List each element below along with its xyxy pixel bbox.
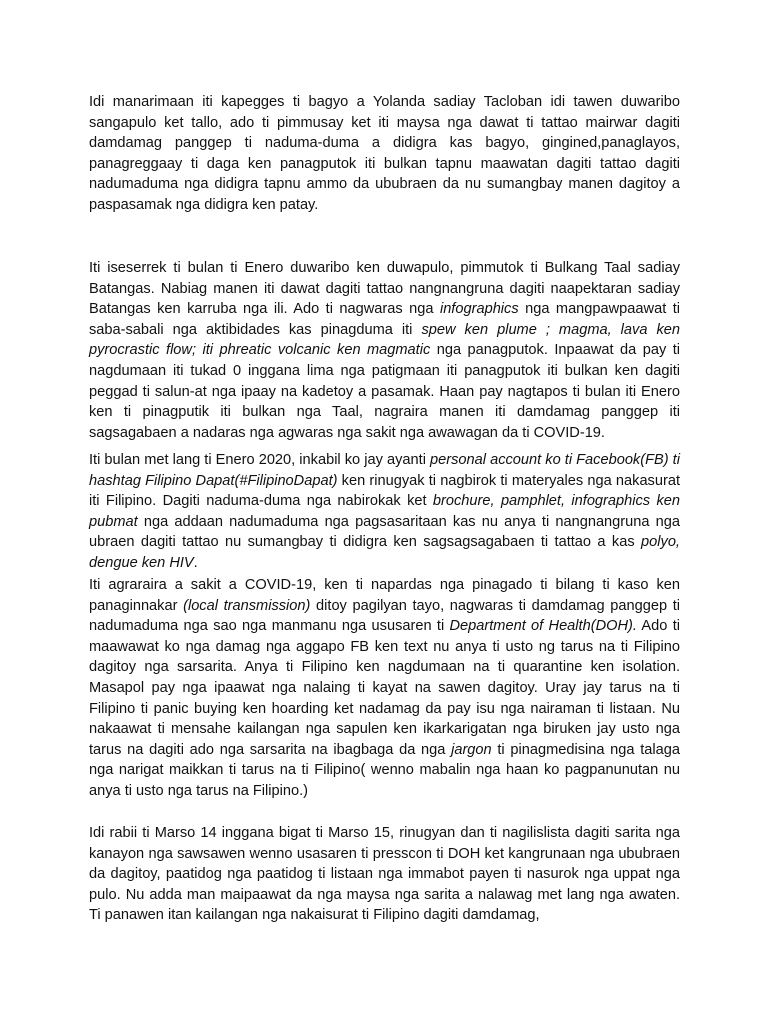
italic-run: polyo, dengue ken HIV xyxy=(89,534,680,571)
text-run: ti pinagmedisina nga talaga nga narigat maikkan ti tarus na ti Filipino( wenno mabalin nga haan ko pagpanunutan nu anya ti usto nga tarus na Filipino.) xyxy=(89,741,680,799)
text-run: Iti agraraira a sakit a COVID-19, ken ti napardas nga pinagado ti bilang ti kaso ken panaginnakar xyxy=(89,577,680,614)
italic-run: Department of Health(DOH). xyxy=(449,618,637,635)
text-run: Ado ti maawawat ko nga damag nga aggapo FB ken text nu anya ti usto ng tarus na ti Filipino dagitoy nga sarsarita. Anya ti Filipino ken nagdumaan na ti quarantine ken isolation. Masapol pay nga ipaawat nga nalaing ti kayat na sawen dagitoy. Uray jay tarus na ti Filipino ti panic buying ken hoarding ket nadamag da pay isu nga nairaman ti listaan. Nu nakaawat ti mensahe kailangan nga sapulen ken ikarkarigatan nga biruken jay usto nga tarus na dagiti ado nga sarsarita na ibagbaga da nga xyxy=(89,618,680,758)
paragraph-filipino-dapat xyxy=(89,450,680,574)
text-run: Idi rabii ti Marso 14 inggana bigat ti Marso 15, rinugyan dan ti nagilislista dagiti sarita nga kanayon nga sawsawen wenno usasaren ti presscon ti DOH ket kangrunaan nga ububraen da dagitoy, paatidog nga paatidog ti listaan nga immabot payen ti nasurok nga uppat nga pulo. Nu adda man maipaawat da nga maysa nga sarita a nalawag met lang nga awaten. Ti panawen itan kailangan nga nakaisurat ti Filipino dagiti damdamag, xyxy=(89,825,680,924)
italic-run: (local transmission) xyxy=(183,597,311,614)
text-run: ken rinugyak ti nagbirok ti materyales nga nakasurat iti Filipino. Dagiti naduma-duma nga nabirokak ket xyxy=(89,472,680,510)
paragraph-taal-volcano xyxy=(89,258,680,443)
italic-run: spew ken plume ; magma, lava ken pyrocrastic flow; iti phreatic volcanic ken magmatic xyxy=(89,321,681,359)
italic-run: personal account ko ti Facebook(FB) ti hashtag Filipino Dapat(#FilipinoDapat) xyxy=(89,452,680,489)
text-run: Iti bulan met lang ti Enero 2020, inkabil ko jay ayanti xyxy=(89,452,431,468)
text-run: nga panagputok. Inpaawat da pay ti nagdumaan iti tukad 0 inggana lima nga patigmaan iti panagputok iti bulkan ken dagiti peggad ti salun-at nga ipaay na kadetoy a pasamak. Haan pay nagtapos ti bulan iti Enero ken ti pinagputik iti bulkan nga Taal, nagraira manen iti damdamag panggep iti sagsagabaen a nadaras nga agwaras nga sakit nga awawagan da ti COVID-19. xyxy=(89,342,680,441)
text-run: Idi manarimaan iti kapegges ti bagyo a Yolanda sadiay Tacloban idi tawen duwaribo sangapulo ket tallo, ado ti pimmusay ket iti maysa nga dawat ti tattao mairwar dagiti damdamag panggep ti naduma-duma a didigra kas bagyo, gingined,panaglayos, panagreggaay ti daga ken panagputok iti bulkan tapnu maawatan dagiti tattao dagiti nadumaduma nga didigra tapnu ammo da ububraen da nu sumangbay manen dagitoy a paspasamak nga didigra ken patay. xyxy=(89,94,680,213)
paragraph-yolanda xyxy=(89,92,680,216)
text-run: Iti iseserrek ti bulan ti Enero duwaribo ken duwapulo, pimmutok ti Bulkang Taal sadiay Batangas. Nabiag manen iti dawat dagiti tattao nangnangruna dagiti naapektaran sadiay Batangas ken karruba nga ili. Ado ti nagwaras nga xyxy=(89,260,680,318)
paragraph-covid-19 xyxy=(89,575,680,802)
text-run: ditoy pagilyan tayo, nagwaras ti damdamag panggep ti nadumaduma nga sao nga manmanu nga ususaren ti xyxy=(89,597,681,635)
text-run: nga mangpawpaawat ti saba-sabali nga aktibidades kas pinagduma iti xyxy=(89,301,680,338)
italic-run: infographics xyxy=(439,301,519,318)
italic-run: jargon xyxy=(451,741,492,758)
text-run: . xyxy=(193,554,198,571)
paragraph-marso-listaan xyxy=(89,823,680,926)
text-run: nga addaan nadumaduma nga pagsasaritaan kas nu anya ti nangnangruna nga ubraen dagiti tattao nu sumangbay ti didigra ken sagsagsagabaen ti tattao a kas xyxy=(89,513,680,551)
italic-run: brochure, pamphlet, infographics ken pubmat xyxy=(89,493,680,530)
